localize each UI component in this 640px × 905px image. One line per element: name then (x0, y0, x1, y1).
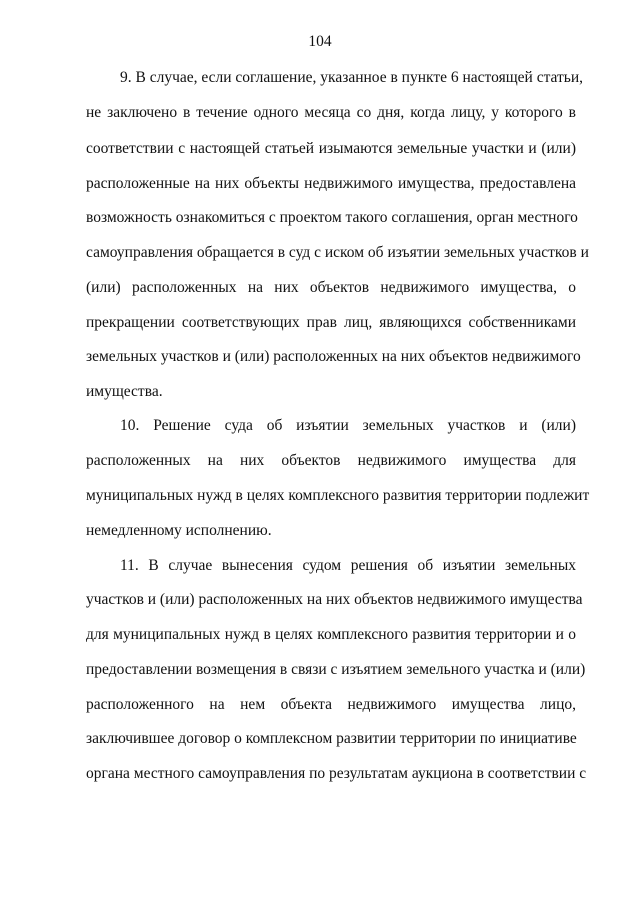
text-line: органа местного самоуправления по результатам аукциона в соответствии с (86, 765, 587, 782)
text-line: самоуправления обращается в суд с иском об изъятии земельных участков и (86, 244, 589, 261)
text-line: 9. В случае, если соглашение, указанное в пункте 6 настоящей статьи, (120, 69, 584, 86)
page-number: 104 (308, 33, 332, 50)
text-line: для муниципальных нужд в целях комплексного развития территории и о (86, 626, 576, 643)
text-line: немедленному исполнению. (86, 522, 272, 539)
text-line: не заключено в течение одного месяца со дня, когда лицу, у которого в (86, 104, 576, 121)
text-line: 10. Решение суда об изъятии земельных участков и (или) (120, 417, 576, 434)
text-line: земельных участков и (или) расположенных на них объектов недвижимого (86, 348, 581, 365)
text-line: прекращении соответствующих прав лиц, являющихся собственниками (86, 314, 576, 331)
text-line: муниципальных нужд в целях комплексного развития территории подлежит (86, 487, 590, 504)
text-line: (или) расположенных на них объектов недвижимого имущества, о (86, 279, 576, 296)
text-line: возможность ознакомиться с проектом такого соглашения, орган местного (86, 209, 578, 226)
text-line: расположенных на них объектов недвижимого имущества для (86, 452, 576, 469)
text-line: заключившее договор о комплексном развитии территории по инициативе (86, 730, 577, 747)
text-line: соответствии с настоящей статьей изымаются земельные участки и (или) (86, 140, 576, 157)
text-line: 11. В случае вынесения судом решения об изъятии земельных (120, 557, 576, 574)
text-line: имущества. (86, 383, 163, 400)
text-line: участков и (или) расположенных на них объектов недвижимого имущества (86, 591, 583, 608)
text-line: предоставлении возмещения в связи с изъятием земельного участка и (или) (86, 661, 586, 678)
text-line: расположенные на них объекты недвижимого имущества, предоставлена (86, 175, 576, 192)
text-line: расположенного на нем объекта недвижимого имущества лицо, (86, 696, 576, 713)
